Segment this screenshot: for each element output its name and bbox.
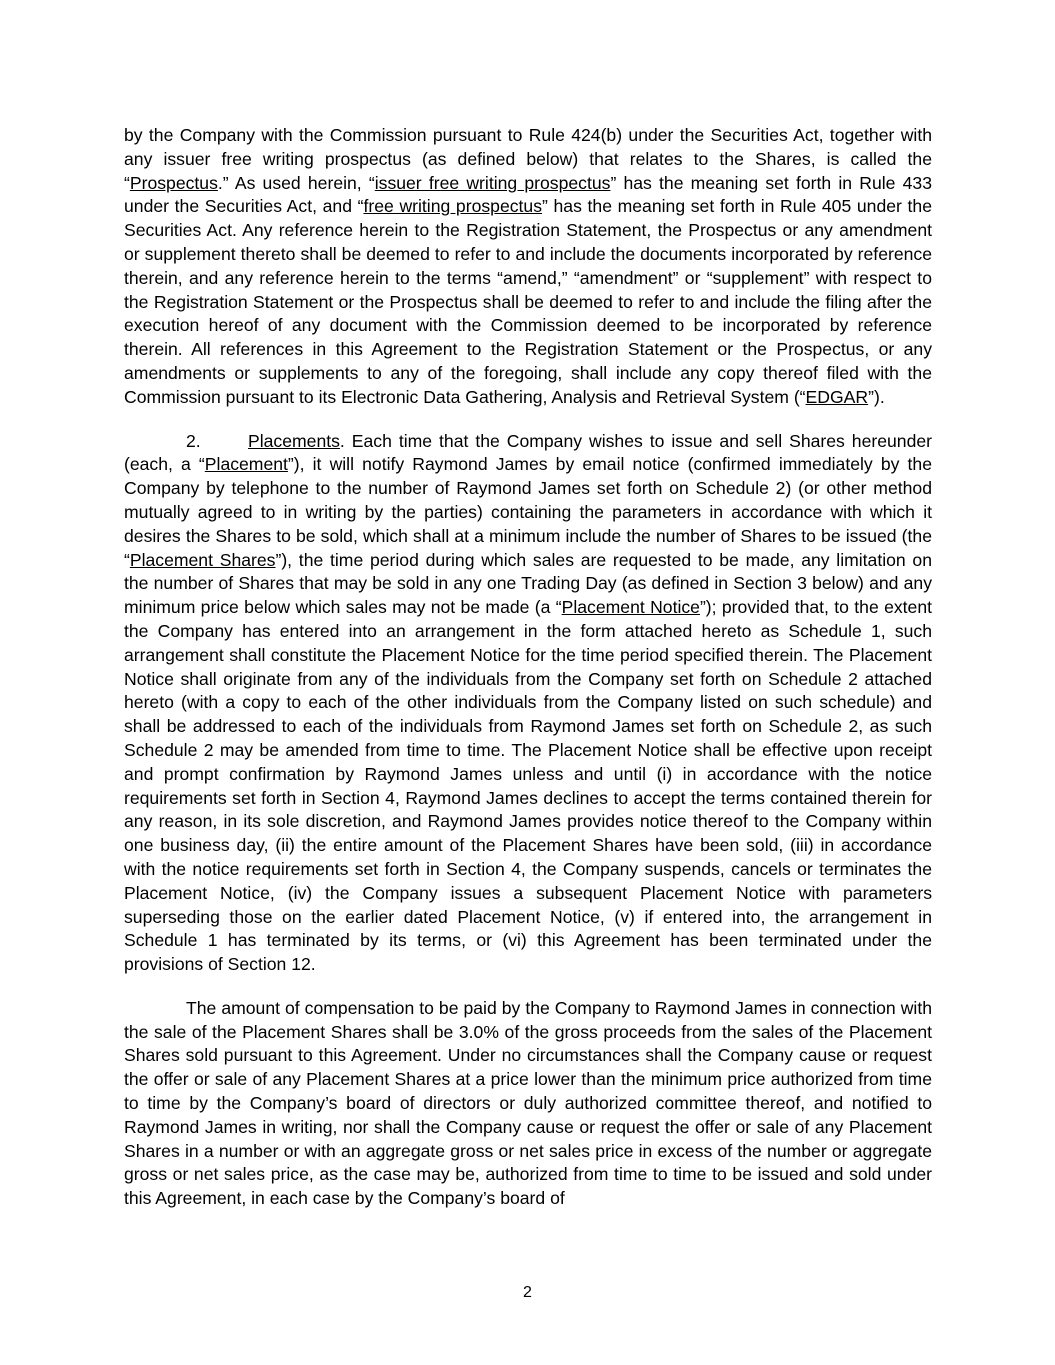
defined-term-free-writing-prospectus: free writing prospectus [363,196,542,217]
section-2-placements [124,430,932,977]
defined-term-issuer-free-writing-prospectus: issuer free writing prospectus [374,172,611,193]
text-run: ”). [868,386,885,407]
text-run: by the Company with the Commission pursuant to Rule 424(b) under the Securities Act, together with any issuer free writing prospectus (as defined below) that relates to the Shares, is called the “ [124,125,932,193]
page-number: 2 [523,1284,532,1301]
section-heading: Placements [248,430,340,451]
document-page [124,124,932,1211]
text-run: ” has the meaning set forth in Rule 433 under the Securities Act, and “ [124,172,932,217]
section-number: 2. [186,430,201,451]
defined-term-placement: Placement [204,454,288,475]
text-run: .” As used herein, “ [217,172,375,193]
text-run: ” has the meaning set forth in Rule 405 under the Securities Act. Any reference herein to the Registration Statement, the Prospectus or any amendment or supplement thereto shall be deemed to refer to and include the documents incorporated by reference therein, and any reference herein to the terms “amend,” “amendment” or “supplement” with respect to the Registration Statement or the Prospectus shall be deemed to refer to and include the filing after the execution hereof of any document with the Commission deemed to be incorporated by reference therein. All references in this Agreement to the Registration Statement or the Prospectus, or any amendments or supplements to any of the foregoing, shall include any copy thereof filed with the Commission pursuant to its Electronic Data Gathering, Analysis and Retrieval System (“ [124,196,932,407]
defined-term-placement-shares: Placement Shares [129,549,276,570]
paragraph-prospectus-definitions [124,124,932,410]
defined-term-edgar: EDGAR [805,386,869,407]
text-run: . Each time that the Company wishes to issue and sell Shares hereunder (each, a “ [124,430,932,475]
text-run: ”); provided that, to the extent the Company has entered into an arrangement in the form attached hereto as Schedule 1, such arrangement shall constitute the Placement Notice for the time period specified therein. The Placement Notice shall originate from any of the individuals from the Company set forth on Schedule 2 attached hereto (with a copy to each of the other individuals from the Company listed on such schedule) and shall be addressed to each of the individuals from Raymond James set forth on Schedule 2, as such Schedule 2 may be amended from time to time. The Placement Notice shall be effective upon receipt and prompt confirmation by Raymond James unless and until (i) in accordance with the notice requirements set forth in Section 4, Raymond James declines to accept the terms contained therein for any reason, in its sole discretion, and Raymond James provides notice thereof to the Company within one business day, (ii) the entire amount of the Placement Shares have been sold, (iii) in accordance with the notice requirements set forth in Section 4, the Company suspends, cancels or terminates the Placement Notice, (iv) the Company issues a subsequent Placement Notice with parameters superseding those on the earlier dated Placement Notice, (v) if entered into, the arrangement in Schedule 1 has terminated by its terms, or (vi) this Agreement has been terminated under the provisions of Section 12. [124,597,933,975]
defined-term-prospectus: Prospectus [129,172,218,193]
text-run: ”), it will notify Raymond James by email notice (confirmed immediately by the Company by telephone to the number of Raymond James set forth on Schedule 2) (or other method mutually agreed to in writing by the parties) containing the parameters in accordance with which it desires the Shares to be sold, which shall at a minimum include the number of Shares to be issued (the “ [124,454,932,570]
text-run: ”), the time period during which sales are requested to be made, any limitation on the number of Shares that may be sold in any one Trading Day (as defined in Section 3 below) and any minimum price below which sales may not be made (a “ [124,549,933,618]
defined-term-placement-notice: Placement Notice [561,597,700,618]
paragraph-compensation: The amount of compensation to be paid by the Company to Raymond James in connection with the sale of the Placement Shares shall be 3.0% of the gross proceeds from the sales of the Placement Shares sold pursuant to this Agreement. Under no circumstances shall the Company cause or request the offer or sale of any Placement Shares at a price lower than the minimum price authorized from time to time by the Company’s board of directors or duly authorized committee thereof, and notified to Raymond James in writing, nor shall the Company cause or request the offer or sale of any Placement Shares in a number or with an aggregate gross or net sales price in excess of the number or aggregate gross or net sales price, as the case may be, authorized from time to time to be issued and sold under this Agreement, in each case by the Company’s board of [124,997,932,1209]
